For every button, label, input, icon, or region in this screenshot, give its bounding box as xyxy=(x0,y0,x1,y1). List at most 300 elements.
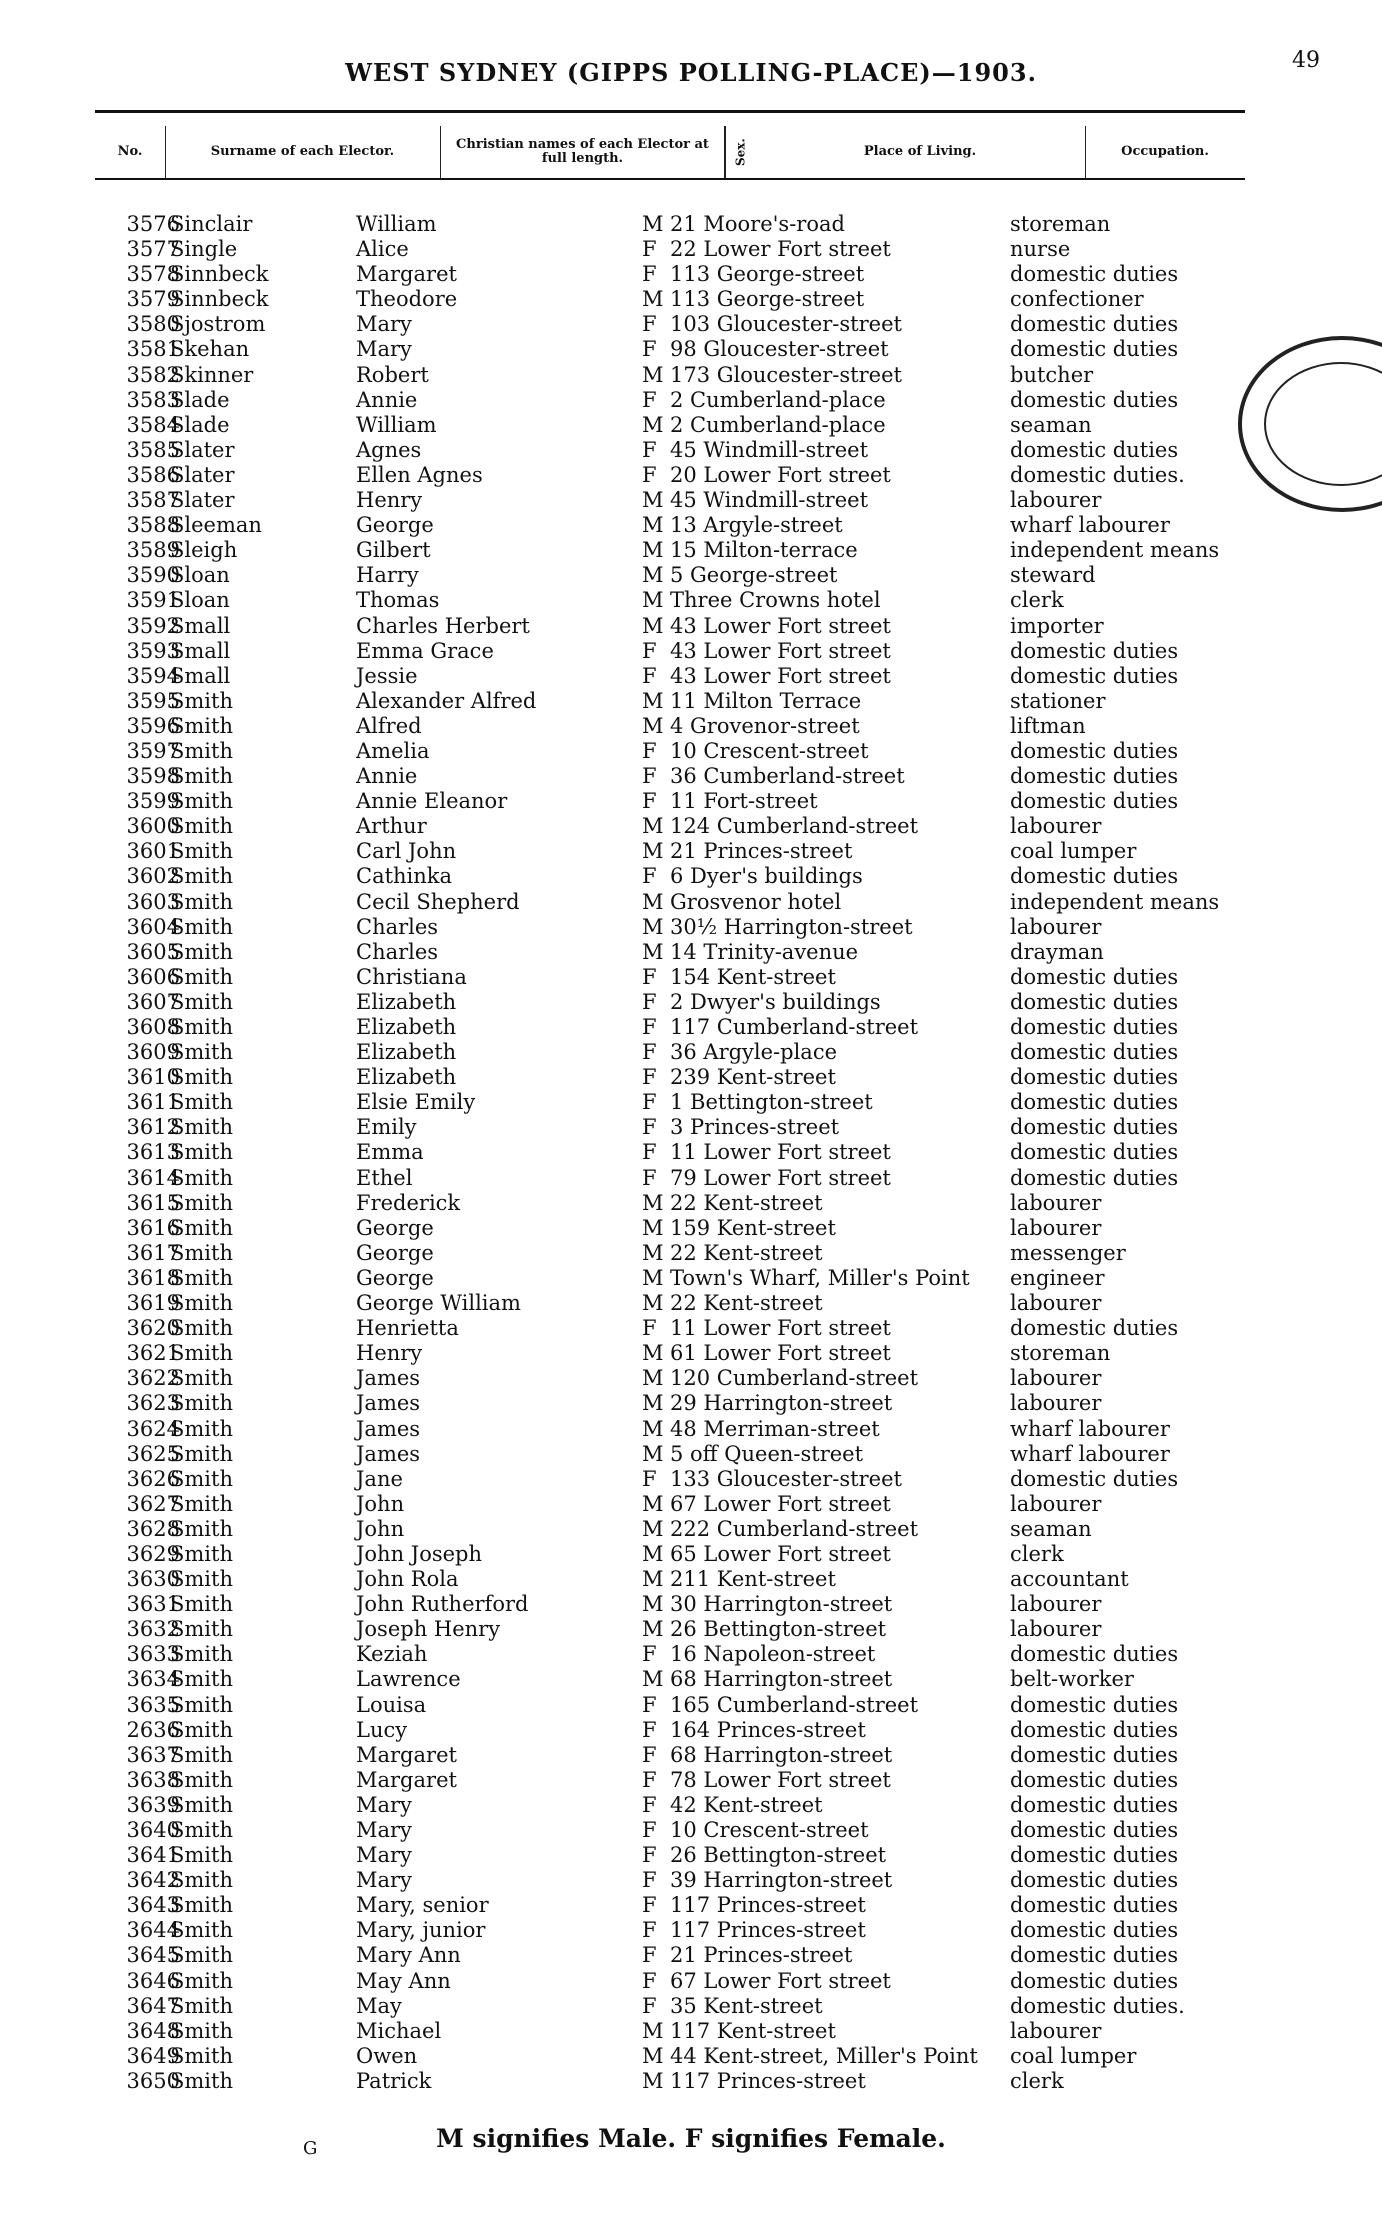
elector-sex: F xyxy=(642,1040,657,1065)
elector-place-of-living: 11 Lower Fort street xyxy=(670,1140,891,1165)
elector-sex: M xyxy=(642,814,664,839)
elector-occupation: coal lumper xyxy=(1010,839,1137,864)
elector-sex: F xyxy=(642,387,657,412)
elector-surname: Smith xyxy=(170,1466,233,1491)
elector-place-of-living: 26 Bettington-street xyxy=(670,1617,887,1642)
elector-christian-names: Patrick xyxy=(356,2068,432,2093)
table-row xyxy=(0,1843,1382,1868)
elector-occupation: engineer xyxy=(1010,1265,1105,1290)
elector-surname: Smith xyxy=(170,1341,233,1366)
elector-sex: F xyxy=(642,462,657,487)
elector-place-of-living: 16 Napoleon-street xyxy=(670,1642,876,1667)
table-row xyxy=(0,413,1382,438)
elector-number: 3607 xyxy=(126,989,180,1014)
elector-surname: Smith xyxy=(170,939,233,964)
elector-christian-names: Alexander Alfred xyxy=(356,688,537,713)
elector-place-of-living: 113 George-street xyxy=(670,287,865,312)
page-number: 49 xyxy=(1292,48,1320,73)
elector-place-of-living: 35 Kent-street xyxy=(670,1993,823,2018)
elector-place-of-living: 43 Lower Fort street xyxy=(670,638,891,663)
elector-christian-names: Elizabeth xyxy=(356,1015,457,1039)
table-row xyxy=(0,1492,1382,1517)
elector-number: 3589 xyxy=(126,538,180,563)
elector-number: 3628 xyxy=(126,1516,180,1541)
elector-place-of-living: 13 Argyle-street xyxy=(670,513,843,538)
elector-occupation: messenger xyxy=(1010,1240,1126,1265)
elector-sex: F xyxy=(642,1642,657,1667)
elector-occupation: butcher xyxy=(1010,362,1094,387)
elector-surname: Smith xyxy=(170,1868,233,1893)
elector-surname: Smith xyxy=(170,1065,233,1090)
elector-christian-names: George xyxy=(356,1240,434,1265)
elector-surname: Sinnbeck xyxy=(170,262,269,287)
elector-number: 3618 xyxy=(126,1265,180,1290)
elector-place-of-living: 43 Lower Fort street xyxy=(670,613,891,638)
elector-christian-names: Cathinka xyxy=(356,864,453,889)
elector-occupation: clerk xyxy=(1010,2068,1064,2093)
elector-sex: F xyxy=(642,1893,657,1918)
table-row xyxy=(0,1015,1382,1040)
elector-place-of-living: 21 Moore's-road xyxy=(670,212,845,236)
elector-occupation: domestic duties xyxy=(1010,1717,1179,1742)
table-row xyxy=(0,563,1382,588)
elector-number: 3598 xyxy=(126,764,180,789)
table-row xyxy=(0,2019,1382,2044)
elector-christian-names: Margaret xyxy=(356,1767,457,1792)
elector-number: 3638 xyxy=(126,1767,180,1792)
elector-surname: Slade xyxy=(170,387,230,412)
elector-sex: M xyxy=(642,287,664,312)
elector-number: 3640 xyxy=(126,1818,180,1842)
elector-surname: Smith xyxy=(170,738,233,763)
elector-number: 3613 xyxy=(126,1140,180,1165)
elector-place-of-living: 67 Lower Fort street xyxy=(670,1491,891,1516)
elector-christian-names: James xyxy=(356,1366,421,1391)
elector-surname: Smith xyxy=(170,814,233,839)
elector-christian-names: Mary xyxy=(356,312,412,337)
elector-number: 3602 xyxy=(126,864,180,889)
table-row xyxy=(0,1442,1382,1467)
elector-christian-names: Margaret xyxy=(356,262,457,287)
elector-occupation: domestic duties xyxy=(1010,663,1179,688)
library-stamp-inner-ring xyxy=(1264,362,1382,486)
elector-occupation: coal lumper xyxy=(1010,2043,1137,2068)
elector-christian-names: James xyxy=(356,1391,421,1416)
elector-christian-names: William xyxy=(356,412,437,437)
table-row xyxy=(0,1090,1382,1115)
elector-surname: Smith xyxy=(170,1040,233,1065)
elector-number: 3586 xyxy=(126,462,180,487)
elector-number: 3577 xyxy=(126,237,180,262)
table-row xyxy=(0,1316,1382,1341)
table-row xyxy=(0,2044,1382,2069)
elector-number: 3576 xyxy=(126,212,180,236)
elector-place-of-living: 22 Kent-street xyxy=(670,1240,823,1265)
elector-occupation: seaman xyxy=(1010,412,1092,437)
elector-christian-names: Arthur xyxy=(356,814,427,839)
elector-number: 3587 xyxy=(126,488,180,513)
table-row xyxy=(0,588,1382,613)
elector-christian-names: Elizabeth xyxy=(356,989,457,1014)
table-row xyxy=(0,1994,1382,2019)
elector-christian-names: Margaret xyxy=(356,1742,457,1767)
table-row xyxy=(0,1115,1382,1140)
table-row xyxy=(0,388,1382,413)
elector-occupation: domestic duties xyxy=(1010,638,1179,663)
elector-occupation: domestic duties xyxy=(1010,1968,1179,1993)
elector-place-of-living: 239 Kent-street xyxy=(670,1065,836,1090)
elector-surname: Smith xyxy=(170,1140,233,1165)
elector-surname: Slater xyxy=(170,462,235,487)
elector-place-of-living: 3 Princes-street xyxy=(670,1115,840,1140)
elector-surname: Smith xyxy=(170,1165,233,1190)
elector-surname: Skehan xyxy=(170,337,250,362)
table-row xyxy=(0,965,1382,990)
elector-christian-names: May xyxy=(356,1993,402,2018)
elector-surname: Smith xyxy=(170,1391,233,1416)
elector-sex: F xyxy=(642,638,657,663)
elector-christian-names: Mary xyxy=(356,337,412,362)
elector-surname: Smith xyxy=(170,1843,233,1868)
elector-place-of-living: 120 Cumberland-street xyxy=(670,1366,919,1391)
elector-sex: M xyxy=(642,588,664,613)
elector-christian-names: Mary xyxy=(356,1818,412,1842)
header-surname: Surname of each Elector. xyxy=(165,126,441,178)
elector-number: 3627 xyxy=(126,1491,180,1516)
elector-sex: M xyxy=(642,1366,664,1391)
elector-place-of-living: 68 Harrington-street xyxy=(670,1742,893,1767)
elector-occupation: domestic duties xyxy=(1010,1140,1179,1165)
table-row xyxy=(0,1567,1382,1592)
table-row xyxy=(0,1241,1382,1266)
table-row xyxy=(0,689,1382,714)
elector-surname: Smith xyxy=(170,1818,233,1842)
table-row xyxy=(0,990,1382,1015)
elector-place-of-living: 21 Princes-street xyxy=(670,1943,853,1968)
elector-christian-names: Lucy xyxy=(356,1717,408,1742)
elector-occupation: domestic duties. xyxy=(1010,1993,1185,2018)
elector-surname: Small xyxy=(170,663,231,688)
elector-surname: Skinner xyxy=(170,362,254,387)
elector-christian-names: Elsie Emily xyxy=(356,1090,476,1115)
elector-surname: Smith xyxy=(170,1592,233,1617)
elector-sex: M xyxy=(642,2068,664,2093)
elector-occupation: labourer xyxy=(1010,1190,1102,1215)
elector-christian-names: Lawrence xyxy=(356,1667,461,1692)
elector-number: 3629 xyxy=(126,1541,180,1566)
table-row xyxy=(0,1542,1382,1567)
elector-surname: Sloan xyxy=(170,563,230,588)
elector-sex: M xyxy=(642,2043,664,2068)
elector-surname: Smith xyxy=(170,1416,233,1441)
elector-place-of-living: 21 Princes-street xyxy=(670,839,853,864)
elector-christian-names: Gilbert xyxy=(356,538,431,563)
elector-surname: Slater xyxy=(170,437,235,462)
sex-legend: M signifies Male. F signifies Female. xyxy=(436,2124,946,2153)
elector-place-of-living: 65 Lower Fort street xyxy=(670,1541,891,1566)
table-row xyxy=(0,212,1382,237)
table-row xyxy=(0,1718,1382,1743)
elector-number: 3649 xyxy=(126,2043,180,2068)
elector-christian-names: Carl John xyxy=(356,839,457,864)
elector-occupation: domestic duties xyxy=(1010,1818,1179,1842)
elector-number: 3604 xyxy=(126,914,180,939)
table-row xyxy=(0,1743,1382,1768)
elector-surname: Sinclair xyxy=(170,212,253,236)
elector-place-of-living: 67 Lower Fort street xyxy=(670,1968,891,1993)
elector-place-of-living: 14 Trinity-avenue xyxy=(670,939,859,964)
table-row xyxy=(0,1768,1382,1793)
elector-occupation: domestic duties xyxy=(1010,1868,1179,1893)
elector-place-of-living: 68 Harrington-street xyxy=(670,1667,893,1692)
elector-surname: Slade xyxy=(170,412,230,437)
elector-christian-names: Agnes xyxy=(356,437,422,462)
table-row xyxy=(0,1291,1382,1316)
elector-christian-names: Annie Eleanor xyxy=(356,789,508,814)
elector-occupation: domestic duties xyxy=(1010,964,1179,989)
elector-number: 3646 xyxy=(126,1968,180,1993)
header-sex: Sex. xyxy=(725,126,756,178)
elector-occupation: labourer xyxy=(1010,1291,1102,1316)
elector-surname: Sinnbeck xyxy=(170,287,269,312)
elector-sex: F xyxy=(642,964,657,989)
elector-sex: M xyxy=(642,1240,664,1265)
elector-surname: Smith xyxy=(170,688,233,713)
elector-number: 3635 xyxy=(126,1692,180,1717)
elector-place-of-living: 43 Lower Fort street xyxy=(670,663,891,688)
elector-christian-names: Amelia xyxy=(356,738,430,763)
elector-christian-names: James xyxy=(356,1416,421,1441)
elector-number: 3592 xyxy=(126,613,180,638)
elector-sex: M xyxy=(642,513,664,538)
elector-number: 3616 xyxy=(126,1215,180,1240)
elector-christian-names: George xyxy=(356,513,434,538)
elector-occupation: domestic duties xyxy=(1010,337,1179,362)
elector-surname: Small xyxy=(170,613,231,638)
elector-sex: F xyxy=(642,1015,657,1039)
elector-occupation: labourer xyxy=(1010,1366,1102,1391)
elector-surname: Smith xyxy=(170,1265,233,1290)
elector-number: 3617 xyxy=(126,1240,180,1265)
table-row xyxy=(0,1065,1382,1090)
elector-number: 3605 xyxy=(126,939,180,964)
elector-surname: Smith xyxy=(170,1190,233,1215)
table-row xyxy=(0,664,1382,689)
elector-place-of-living: 164 Princes-street xyxy=(670,1717,866,1742)
elector-occupation: domestic duties xyxy=(1010,1090,1179,1115)
elector-occupation: domestic duties xyxy=(1010,387,1179,412)
table-row xyxy=(0,1943,1382,1968)
table-row xyxy=(0,438,1382,463)
elector-place-of-living: 26 Bettington-street xyxy=(670,1843,887,1868)
elector-place-of-living: Town's Wharf, Miller's Point xyxy=(670,1265,970,1290)
elector-number: 3631 xyxy=(126,1592,180,1617)
elector-christian-names: Annie xyxy=(356,387,418,412)
elector-christian-names: Mary, senior xyxy=(356,1893,489,1918)
elector-occupation: domestic duties xyxy=(1010,1742,1179,1767)
elector-sex: F xyxy=(642,1767,657,1792)
elector-place-of-living: 22 Lower Fort street xyxy=(670,237,891,262)
elector-occupation: belt-worker xyxy=(1010,1667,1134,1692)
elector-number: 3591 xyxy=(126,588,180,613)
elector-sex: M xyxy=(642,1567,664,1592)
elector-surname: Sleigh xyxy=(170,538,238,563)
elector-occupation: independent means xyxy=(1010,538,1220,563)
elector-sex: M xyxy=(642,939,664,964)
elector-christian-names: Jane xyxy=(356,1466,403,1491)
elector-christian-names: Louisa xyxy=(356,1692,427,1717)
elector-sex: F xyxy=(642,312,657,337)
elector-occupation: domestic duties xyxy=(1010,1316,1179,1341)
elector-occupation: domestic duties xyxy=(1010,1692,1179,1717)
elector-sex: M xyxy=(642,1541,664,1566)
elector-occupation: liftman xyxy=(1010,713,1086,738)
elector-surname: Smith xyxy=(170,2018,233,2043)
table-row xyxy=(0,764,1382,789)
elector-place-of-living: 5 George-street xyxy=(670,563,838,588)
elector-occupation: domestic duties xyxy=(1010,1040,1179,1065)
elector-number: 3606 xyxy=(126,964,180,989)
elector-sex: F xyxy=(642,1717,657,1742)
elector-place-of-living: 113 George-street xyxy=(670,262,865,287)
elector-surname: Smith xyxy=(170,764,233,789)
elector-occupation: domestic duties. xyxy=(1010,462,1185,487)
table-row xyxy=(0,864,1382,889)
elector-number: 3582 xyxy=(126,362,180,387)
elector-sex: M xyxy=(642,1391,664,1416)
elector-number: 3595 xyxy=(126,688,180,713)
elector-sex: M xyxy=(642,1516,664,1541)
elector-occupation: labourer xyxy=(1010,914,1102,939)
elector-surname: Smith xyxy=(170,1516,233,1541)
elector-surname: Smith xyxy=(170,1692,233,1717)
elector-sex: F xyxy=(642,1065,657,1090)
elector-occupation: labourer xyxy=(1010,2018,1102,2043)
elector-sex: F xyxy=(642,1993,657,2018)
elector-number: 3650 xyxy=(126,2068,180,2093)
table-row xyxy=(0,1667,1382,1692)
table-row xyxy=(0,287,1382,312)
elector-place-of-living: 22 Kent-street xyxy=(670,1190,823,1215)
elector-place-of-living: 1 Bettington-street xyxy=(670,1090,873,1115)
elector-christian-names: Emma xyxy=(356,1140,424,1165)
elector-surname: Smith xyxy=(170,1291,233,1316)
elector-number: 3623 xyxy=(126,1391,180,1416)
table-row xyxy=(0,538,1382,563)
elector-place-of-living: 48 Merriman-street xyxy=(670,1416,880,1441)
table-row xyxy=(0,1040,1382,1065)
elector-occupation: wharf labourer xyxy=(1010,1416,1170,1441)
elector-place-of-living: 173 Gloucester-street xyxy=(670,362,902,387)
elector-sex: F xyxy=(642,262,657,287)
elector-christian-names: John Rola xyxy=(356,1567,459,1592)
elector-christian-names: Alfred xyxy=(356,713,422,738)
elector-christian-names: Keziah xyxy=(356,1642,428,1667)
elector-place-of-living: 11 Fort-street xyxy=(670,789,818,814)
header-occupation: Occupation. xyxy=(1121,143,1209,159)
elector-christian-names: Thomas xyxy=(356,588,440,613)
elector-place-of-living: Three Crowns hotel xyxy=(670,588,881,613)
elector-occupation: steward xyxy=(1010,563,1096,588)
elector-sex: M xyxy=(642,1265,664,1290)
elector-place-of-living: 20 Lower Fort street xyxy=(670,462,891,487)
elector-occupation: wharf labourer xyxy=(1010,513,1170,538)
elector-christian-names: John Rutherford xyxy=(356,1592,529,1617)
elector-sex: M xyxy=(642,1667,664,1692)
elector-occupation: labourer xyxy=(1010,1491,1102,1516)
elector-place-of-living: 117 Princes-street xyxy=(670,1918,866,1943)
elector-christian-names: Emma Grace xyxy=(356,638,494,663)
elector-number: 3614 xyxy=(126,1165,180,1190)
elector-christian-names: Robert xyxy=(356,362,429,387)
elector-surname: Smith xyxy=(170,713,233,738)
elector-christian-names: Henry xyxy=(356,488,423,513)
elector-occupation: clerk xyxy=(1010,1541,1064,1566)
elector-christian-names: Christiana xyxy=(356,964,467,989)
elector-surname: Smith xyxy=(170,964,233,989)
elector-number: 3615 xyxy=(126,1190,180,1215)
table-row xyxy=(0,1341,1382,1366)
elector-number: 3581 xyxy=(126,337,180,362)
elector-sex: M xyxy=(642,713,664,738)
elector-number: 3626 xyxy=(126,1466,180,1491)
elector-number: 3588 xyxy=(126,513,180,538)
table-row xyxy=(0,1969,1382,1994)
elector-sex: M xyxy=(642,1341,664,1366)
table-row xyxy=(0,262,1382,287)
elector-surname: Smith xyxy=(170,839,233,864)
table-row xyxy=(0,890,1382,915)
elector-sex: F xyxy=(642,1943,657,1968)
elector-christian-names: Ethel xyxy=(356,1165,413,1190)
elector-number: 3600 xyxy=(126,814,180,839)
elector-sex: F xyxy=(642,1165,657,1190)
elector-place-of-living: 10 Crescent-street xyxy=(670,1818,869,1842)
elector-occupation: domestic duties xyxy=(1010,789,1179,814)
elector-surname: Smith xyxy=(170,1667,233,1692)
elector-place-of-living: 44 Kent-street, Miller's Point xyxy=(670,2043,978,2068)
elector-sex: F xyxy=(642,437,657,462)
elector-occupation: labourer xyxy=(1010,1391,1102,1416)
elector-occupation: domestic duties xyxy=(1010,738,1179,763)
elector-sex: F xyxy=(642,738,657,763)
table-row xyxy=(0,1140,1382,1165)
table-row xyxy=(0,814,1382,839)
elector-number: 3643 xyxy=(126,1893,180,1918)
elector-occupation: domestic duties xyxy=(1010,1165,1179,1190)
elector-occupation: domestic duties xyxy=(1010,1943,1179,1968)
elector-number: 3590 xyxy=(126,563,180,588)
elector-sex: M xyxy=(642,1416,664,1441)
elector-sex: F xyxy=(642,1868,657,1893)
elector-christian-names: Mary xyxy=(356,1868,412,1893)
elector-number: 3619 xyxy=(126,1291,180,1316)
elector-christian-names: Mary xyxy=(356,1792,412,1817)
header-christian-names: Christian names of each Elector at full length. xyxy=(441,126,725,178)
elector-occupation: domestic duties xyxy=(1010,1843,1179,1868)
elector-sex: F xyxy=(642,663,657,688)
elector-christian-names: Elizabeth xyxy=(356,1065,457,1090)
table-row xyxy=(0,940,1382,965)
elector-christian-names: John xyxy=(356,1491,405,1516)
elector-number: 3584 xyxy=(126,412,180,437)
elector-sex: F xyxy=(642,789,657,814)
elector-number: 3610 xyxy=(126,1065,180,1090)
elector-occupation: storeman xyxy=(1010,1341,1111,1366)
elector-number: 3634 xyxy=(126,1667,180,1692)
elector-christian-names: Cecil Shepherd xyxy=(356,889,520,914)
elector-place-of-living: 45 Windmill-street xyxy=(670,437,869,462)
